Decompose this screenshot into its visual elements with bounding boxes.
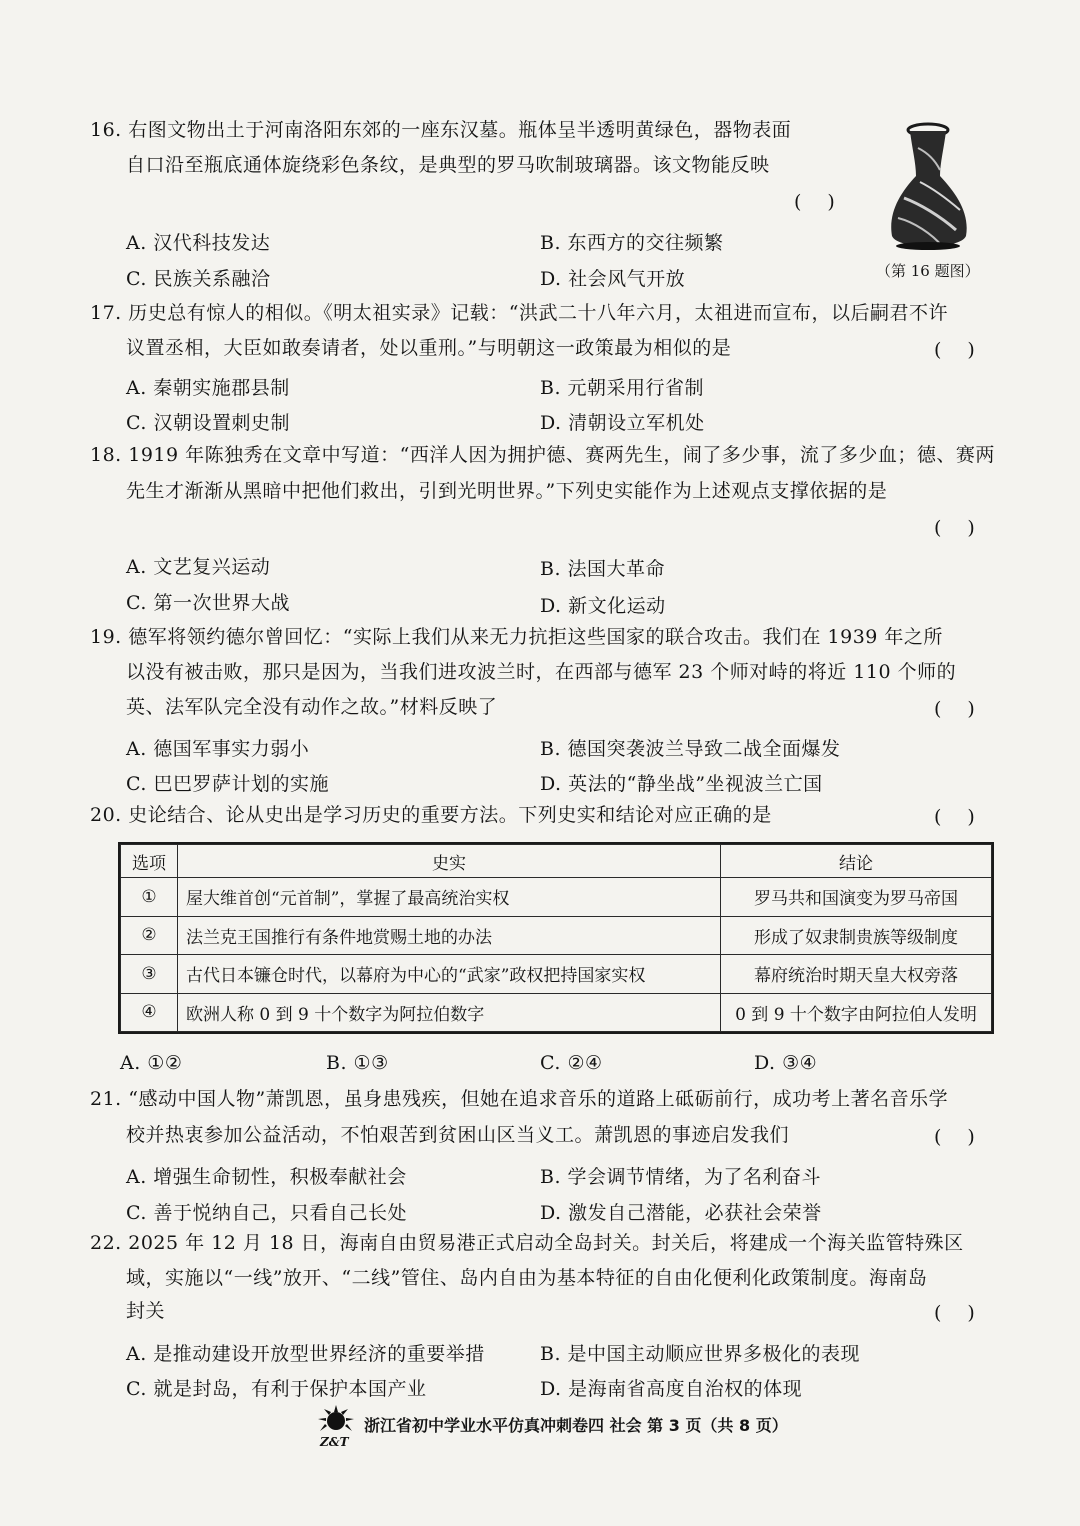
table-header-fact: 史实 <box>178 845 721 878</box>
q17-line2: 议置丞相，大臣如敢奏请者，处以重刑。”与明朝这一政策最为相似的是 <box>126 337 732 359</box>
table-header-row <box>121 845 992 878</box>
table-cell-fact: 屋大维首创“元首制”，掌握了最高统治实权 <box>178 878 721 917</box>
q18-option-a: A. 文艺复兴运动 <box>126 556 271 578</box>
q20-option-b: B. ①③ <box>326 1052 389 1074</box>
q18-answer-paren: () <box>934 517 1001 539</box>
q20-answer-paren: () <box>934 806 1001 828</box>
table-cell-option: ④ <box>121 993 178 1032</box>
q22-line2: 域，实施以“一线”放开、“二线”管住、岛内自由为基本特征的自由化便利化政策制度。海南岛 <box>126 1267 928 1289</box>
q20-option-c: C. ②④ <box>540 1052 603 1074</box>
table-cell-conclusion: 罗马共和国演变为罗马帝国 <box>721 878 992 917</box>
q22-line3: 封关 <box>126 1300 166 1322</box>
q19-line3: 英、法军队完全没有动作之故。”材料反映了 <box>126 696 498 718</box>
table-row <box>121 955 992 994</box>
q19-option-a: A. 德国军事实力弱小 <box>126 738 310 760</box>
table-header-conclusion: 结论 <box>721 845 992 878</box>
q16-option-d: D. 社会风气开放 <box>540 268 686 290</box>
q22-answer-paren: () <box>934 1302 1001 1324</box>
table-cell-conclusion: 0 到 9 十个数字由阿拉伯人发明 <box>721 993 992 1032</box>
q21-option-c: C. 善于悦纳自己，只看自己长处 <box>126 1202 407 1224</box>
q19-answer-paren: () <box>934 698 1001 720</box>
q20-table <box>118 842 994 1034</box>
q22-option-c: C. 就是封岛，有利于保护本国产业 <box>126 1378 427 1400</box>
q20-option-d: D. ③④ <box>754 1052 818 1074</box>
q19-option-d: D. 英法的“静坐战”坐视波兰亡国 <box>540 773 823 795</box>
q19-option-c: C. 巴巴罗萨计划的实施 <box>126 773 329 795</box>
q22-option-b: B. 是中国主动顺应世界多极化的表现 <box>540 1343 861 1365</box>
q21-option-a: A. 增强生命韧性，积极奉献社会 <box>126 1166 407 1188</box>
q17-answer-paren: () <box>934 339 1001 361</box>
q16-line1: 16. 右图文物出土于河南洛阳东郊的一座东汉墓。瓶体呈半透明黄绿色，器物表面 <box>90 119 792 141</box>
footer-page-info: 浙江省初中学业水平仿真冲刺卷四 社会 第 3 页（共 8 页） <box>364 1416 788 1435</box>
table-cell-conclusion: 形成了奴隶制贵族等级制度 <box>721 916 992 955</box>
q17-option-a: A. 秦朝实施郡县制 <box>126 377 290 399</box>
roman-glass-vase-figure <box>880 118 980 256</box>
table-header-option: 选项 <box>121 845 178 878</box>
q17-option-b: B. 元朝采用行省制 <box>540 377 705 399</box>
q16-answer-paren: () <box>794 191 861 213</box>
table-row <box>121 993 992 1032</box>
table-cell-option: ② <box>121 916 178 955</box>
q17-line1: 17. 历史总有惊人的相似。《明太祖实录》记载：“洪武二十八年六月，太祖进而宣布，以后嗣君不许 <box>90 302 948 324</box>
q21-option-b: B. 学会调节情绪，为了名利奋斗 <box>540 1166 822 1188</box>
q21-answer-paren: () <box>934 1126 1001 1148</box>
table-cell-fact: 欧洲人称 0 到 9 十个数字为阿拉伯数字 <box>178 993 721 1032</box>
q16-line2: 自口沿至瓶底通体旋绕彩色条纹，是典型的罗马吹制玻璃器。该文物能反映 <box>126 154 770 176</box>
table-cell-option: ① <box>121 878 178 917</box>
q16-option-b: B. 东西方的交往频繁 <box>540 232 724 254</box>
q21-line2: 校并热衷参加公益活动，不怕艰苦到贫困山区当义工。萧凯恩的事迹启发我们 <box>126 1124 790 1146</box>
q17-option-d: D. 清朝设立军机处 <box>540 412 705 434</box>
q21-line1: 21. “感动中国人物”萧凯恩，虽身患残疾，但她在追求音乐的道路上砥砺前行，成功考上著名音乐学 <box>90 1088 949 1110</box>
table-cell-option: ③ <box>121 955 178 994</box>
q16-option-a: A. 汉代科技发达 <box>126 232 271 254</box>
q16-option-c: C. 民族关系融洽 <box>126 268 271 290</box>
q17-option-c: C. 汉朝设置刺史制 <box>126 412 290 434</box>
q22-option-a: A. 是推动建设开放型世界经济的重要举措 <box>126 1343 485 1365</box>
table-row <box>121 878 992 917</box>
q21-option-d: D. 激发自己潜能，必获社会荣誉 <box>540 1202 822 1224</box>
table-cell-fact: 古代日本镰仓时代，以幕府为中心的“武家”政权把持国家实权 <box>178 955 721 994</box>
publisher-logo-icon <box>310 1405 362 1449</box>
q20-option-a: A. ①② <box>120 1052 183 1074</box>
svg-text:Z&T: Z&T <box>320 1435 349 1449</box>
table-row <box>121 916 992 955</box>
q19-option-b: B. 德国突袭波兰导致二战全面爆发 <box>540 738 841 760</box>
q18-option-d: D. 新文化运动 <box>540 595 666 617</box>
q19-line1: 19. 德军将领约德尔曾回忆：“实际上我们从来无力抗拒这些国家的联合攻击。我们在 1939 年之所 <box>90 626 943 648</box>
table-cell-conclusion: 幕府统治时期天皇大权旁落 <box>721 955 992 994</box>
q18-line2: 先生才渐渐从黑暗中把他们救出，引到光明世界。”下列史实能作为上述观点支撑依据的是 <box>126 480 888 502</box>
q22-option-d: D. 是海南省高度自治权的体现 <box>540 1378 803 1400</box>
q18-option-b: B. 法国大革命 <box>540 558 666 580</box>
table-cell-fact: 法兰克王国推行有条件地赏赐土地的办法 <box>178 916 721 955</box>
q16-figure-caption: （第 16 题图） <box>876 262 980 280</box>
q18-line1: 18. 1919 年陈独秀在文章中写道：“西洋人因为拥护德、赛两先生，闹了多少事，流了多少血；德、赛两 <box>90 444 995 466</box>
q20-line1: 20. 史论结合、论从史出是学习历史的重要方法。下列史实和结论对应正确的是 <box>90 804 772 826</box>
q22-line1: 22. 2025 年 12 月 18 日，海南自由贸易港正式启动全岛封关。封关后，将建成一个海关监管特殊区 <box>90 1232 964 1254</box>
q18-option-c: C. 第一次世界大战 <box>126 592 290 614</box>
q19-line2: 以没有被击败，那只是因为，当我们进攻波兰时，在西部与德军 23 个师对峙的将近 110 个师的 <box>126 661 957 683</box>
